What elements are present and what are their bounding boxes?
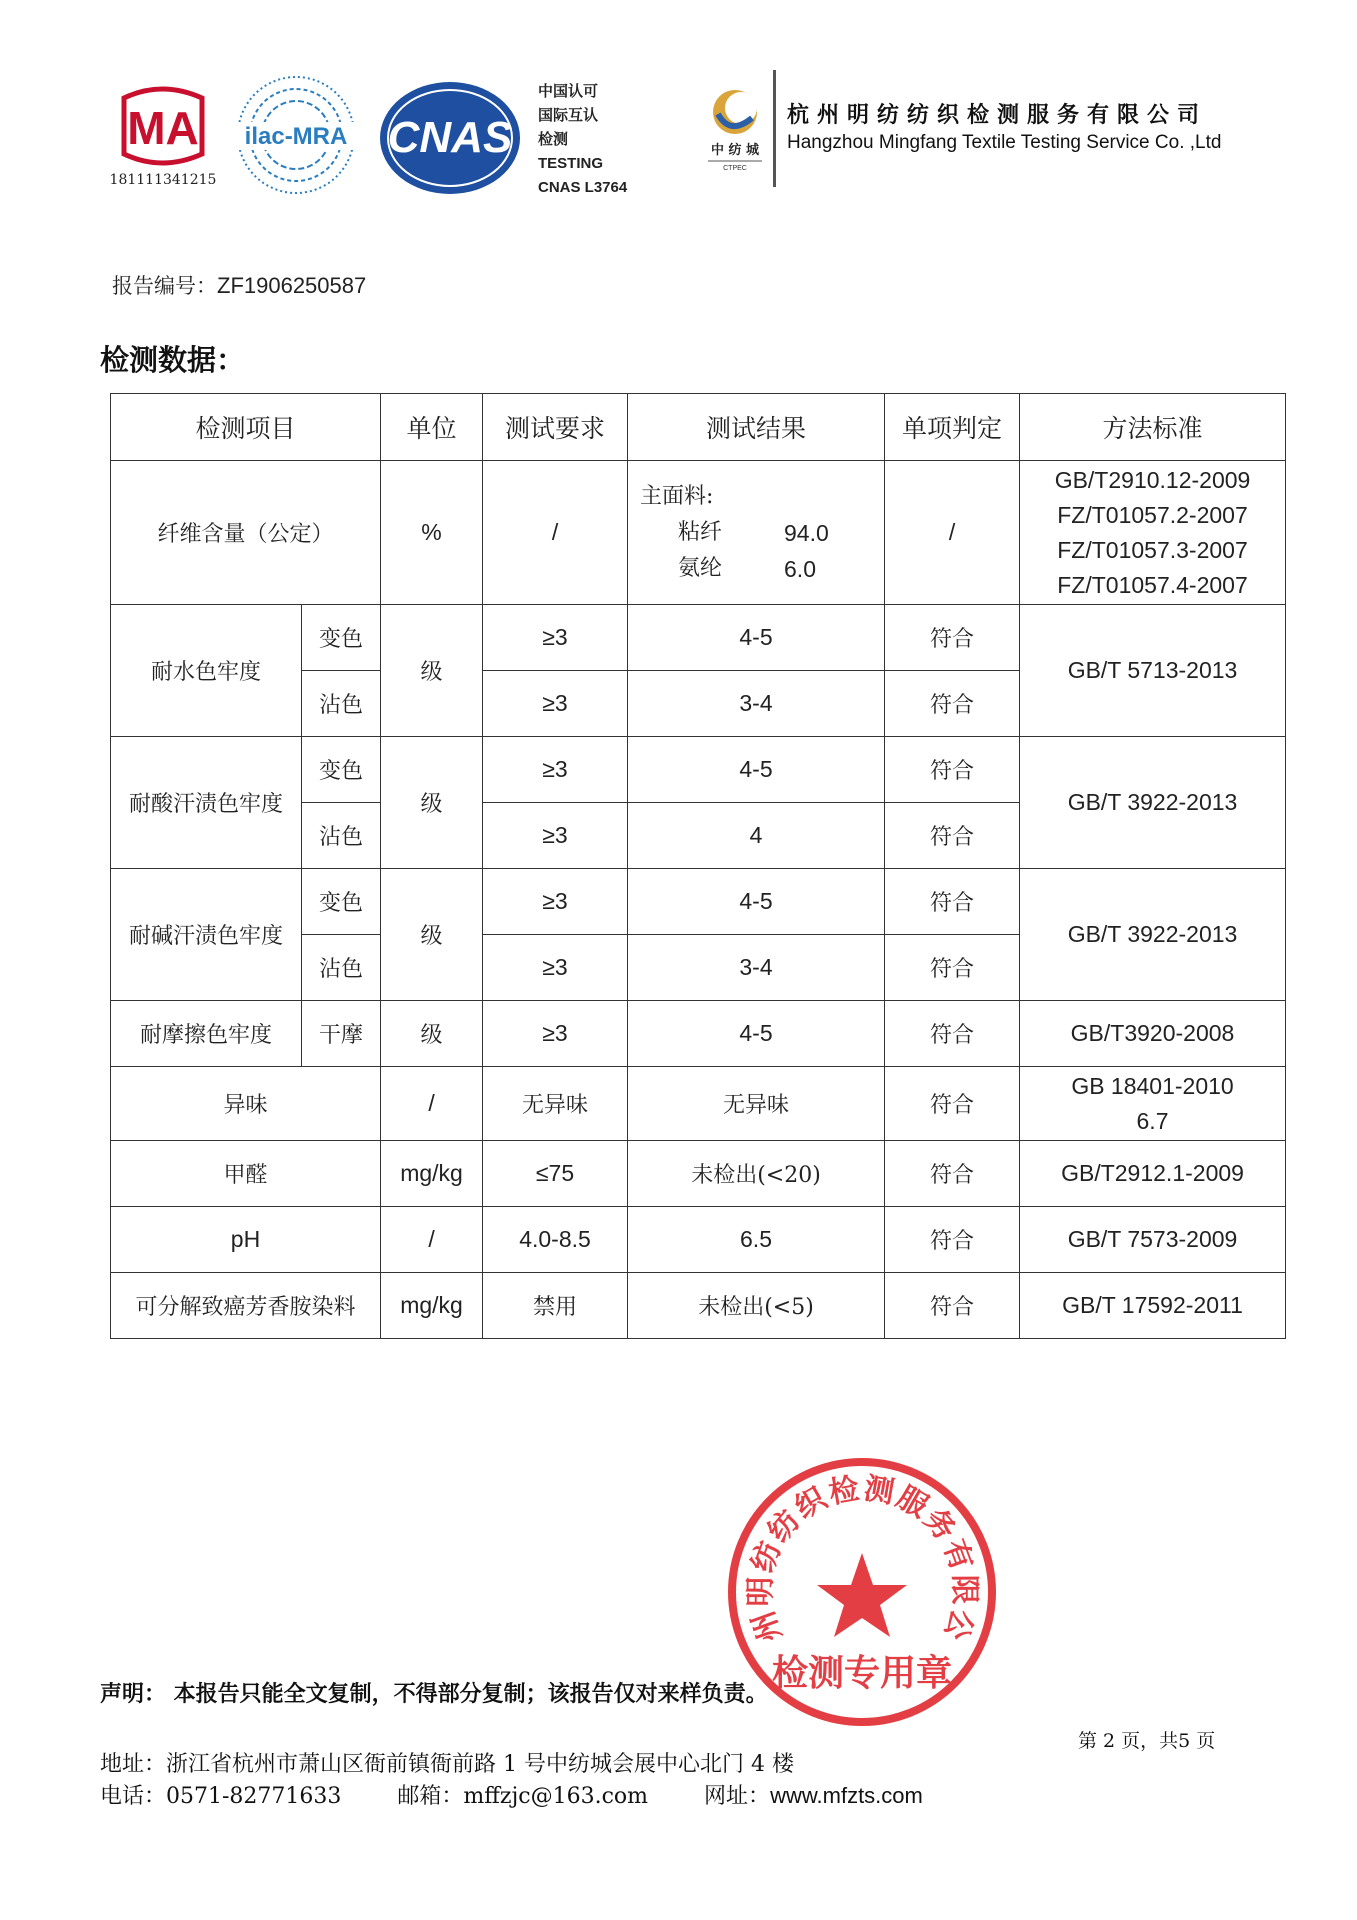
sub-item-cell: 变色 [302, 737, 381, 803]
standard-line: GB/T2910.12-2009 [1054, 466, 1251, 493]
table-row [111, 737, 1286, 803]
item-cell: pH [111, 1207, 381, 1273]
seal-center-text: 检测专用章 [771, 1653, 953, 1694]
ctpec-logo [700, 84, 770, 172]
header-cell: 测试要求 [483, 394, 628, 461]
result-cell: 3-4 [628, 671, 885, 737]
standard-line: FZ/T01057.4-2007 [1057, 571, 1248, 598]
verdict-cell: 符合 [885, 1207, 1020, 1273]
unit-cell: 级 [381, 605, 483, 737]
requirement-cell: ≥3 [483, 605, 628, 671]
test-data-table [110, 393, 1285, 1339]
sub-item-cell: 变色 [302, 869, 381, 935]
cnas-accreditation-text [538, 80, 678, 200]
header-cell: 测试结果 [628, 394, 885, 461]
sub-item-cell: 沾色 [302, 671, 381, 737]
unit-cell: 级 [381, 1001, 483, 1067]
report-number-value: ZF1906250587 [217, 273, 367, 298]
result-cell: 4-5 [628, 737, 885, 803]
table-row [111, 1141, 1286, 1207]
component-name: 粘纤 [678, 519, 723, 545]
result-cell: 未检出(<20) [628, 1141, 885, 1207]
address: 地址：浙江省杭州市萧山区衙前镇衙前路 1 号中纺城会展中心北门 4 楼 [100, 1752, 794, 1777]
requirement-cell: ≤75 [483, 1141, 628, 1207]
result-cell: 3-4 [628, 935, 885, 1001]
unit-cell: 级 [381, 869, 483, 1001]
verdict-cell: 符合 [885, 737, 1020, 803]
ctpec-en: CTPEC [723, 165, 747, 172]
table-row [111, 869, 1286, 935]
unit-cell: mg/kg [381, 1273, 483, 1339]
item-cell: 耐酸汗渍色牢度 [111, 737, 302, 869]
cnas-logo [376, 78, 524, 198]
cma-number: 181111341215 [109, 172, 217, 188]
ilac-mra-logo [232, 70, 360, 200]
page-info: 第 2 页，共5 页 [1078, 1730, 1216, 1752]
declaration: 声明： 本报告只能全文复制，不得部分复制；该报告仅对来样负责。 [100, 1682, 768, 1707]
item-cell: 耐水色牢度 [111, 605, 302, 737]
result-cell [628, 461, 885, 605]
report-number [112, 270, 366, 300]
verdict-cell: 符合 [885, 605, 1020, 671]
verdict-cell: 符合 [885, 869, 1020, 935]
company-name-en: Hangzhou Mingfang Textile Testing Service Co. ,Ltd [787, 132, 1222, 153]
item-cell: 异味 [111, 1067, 381, 1141]
standard-cell: GB/T 3922-2013 [1020, 737, 1286, 869]
component-row [640, 551, 880, 587]
cma-label: MA [127, 102, 199, 154]
result-cell: 无异味 [628, 1067, 885, 1141]
phone: 电话：0571-82771633 [100, 1784, 342, 1809]
header-cell: 检测项目 [111, 394, 381, 461]
requirement-cell: 4.0-8.5 [483, 1207, 628, 1273]
verdict-cell: 符合 [885, 671, 1020, 737]
cnas-text-line: 国际互认 [538, 107, 599, 124]
requirement-cell: ≥3 [483, 737, 628, 803]
sub-item-cell: 沾色 [302, 935, 381, 1001]
company-seal [725, 1455, 1000, 1730]
cnas-text-line: TESTING [538, 155, 604, 172]
standard-line: GB 18401-2010 [1071, 1072, 1234, 1099]
company-name-cn: 杭州明纺纺织检测服务有限公司 [787, 103, 1208, 128]
website: www.mfzts.com [770, 1783, 923, 1808]
header-cell: 方法标准 [1020, 394, 1286, 461]
verdict-cell: 符合 [885, 1001, 1020, 1067]
table-row [111, 1067, 1286, 1141]
requirement-cell: ≥3 [483, 1001, 628, 1067]
sub-item-cell: 沾色 [302, 803, 381, 869]
sub-item-cell: 变色 [302, 605, 381, 671]
standard-cell [1020, 1067, 1286, 1141]
unit-cell: mg/kg [381, 1141, 483, 1207]
standard-cell: GB/T 17592-2011 [1020, 1273, 1286, 1339]
standard-cell: GB/T 7573-2009 [1020, 1207, 1286, 1273]
requirement-cell: ≥3 [483, 803, 628, 869]
component-value: 94.0 [784, 519, 829, 546]
standard-line: FZ/T01057.2-2007 [1057, 501, 1248, 528]
table-row [111, 1207, 1286, 1273]
table-row [111, 1001, 1286, 1067]
seal-ring-text: 州明纺纺织检测服务有限公 [743, 1471, 982, 1647]
standard-line: FZ/T01057.3-2007 [1057, 536, 1248, 563]
unit-cell: % [381, 461, 483, 605]
requirement-cell: 禁用 [483, 1273, 628, 1339]
cnas-text-line: 中国认可 [538, 83, 599, 100]
cnas-text-line: CNAS L3764 [538, 179, 628, 196]
requirement-cell: 无异味 [483, 1067, 628, 1141]
component-row [640, 515, 880, 551]
section-title: 检测数据： [100, 343, 246, 377]
result-title: 主面料: [640, 483, 714, 509]
website-label: 网址： [704, 1784, 771, 1809]
verdict-cell: 符合 [885, 803, 1020, 869]
result-cell: 4-5 [628, 1001, 885, 1067]
verdict-cell: 符合 [885, 1273, 1020, 1339]
verdict-cell: 符合 [885, 1067, 1020, 1141]
header-cell: 单位 [381, 394, 483, 461]
cnas-label: CNAS [387, 113, 513, 162]
result-cell: 未检出(<5) [628, 1273, 885, 1339]
result-cell: 6.5 [628, 1207, 885, 1273]
email: 邮箱：mffzjc@163.com [397, 1784, 649, 1809]
standard-cell: GB/T 3922-2013 [1020, 869, 1286, 1001]
standard-cell: GB/T2912.1-2009 [1020, 1141, 1286, 1207]
requirement-cell: ≥3 [483, 935, 628, 1001]
result-cell: 4-5 [628, 605, 885, 671]
verdict-cell: / [885, 461, 1020, 605]
item-cell: 甲醛 [111, 1141, 381, 1207]
result-cell: 4 [628, 803, 885, 869]
table-row [111, 605, 1286, 671]
requirement-cell: / [483, 461, 628, 605]
contact-info [100, 1779, 979, 1810]
sub-item-cell: 干摩 [302, 1001, 381, 1067]
report-number-label: 报告编号： [112, 274, 217, 298]
standard-cell: GB/T 5713-2013 [1020, 605, 1286, 737]
header-divider [773, 70, 776, 187]
component-value: 6.0 [784, 555, 816, 582]
item-cell: 耐碱汗渍色牢度 [111, 869, 302, 1001]
header-cell: 单项判定 [885, 394, 1020, 461]
unit-cell: / [381, 1067, 483, 1141]
result-cell: 4-5 [628, 869, 885, 935]
table-row [111, 1273, 1286, 1339]
ctpec-cn: 中 纺 城 [710, 143, 760, 158]
verdict-cell: 符合 [885, 1141, 1020, 1207]
cnas-text-line: 检测 [538, 131, 569, 148]
requirement-cell: ≥3 [483, 671, 628, 737]
item-cell: 纤维含量（公定） [111, 461, 381, 605]
requirement-cell: ≥3 [483, 869, 628, 935]
standard-cell: GB/T3920-2008 [1020, 1001, 1286, 1067]
item-cell: 耐摩擦色牢度 [111, 1001, 302, 1067]
table-row [111, 461, 1286, 605]
item-cell: 可分解致癌芳香胺染料 [111, 1273, 381, 1339]
table-header-row [111, 394, 1286, 461]
ilac-label: ilac-MRA [244, 123, 348, 150]
standard-cell [1020, 461, 1286, 605]
unit-cell: 级 [381, 737, 483, 869]
component-name: 氨纶 [678, 555, 723, 581]
cma-logo [104, 80, 222, 190]
verdict-cell: 符合 [885, 935, 1020, 1001]
standard-line: 6.7 [1136, 1107, 1169, 1134]
unit-cell: / [381, 1207, 483, 1273]
